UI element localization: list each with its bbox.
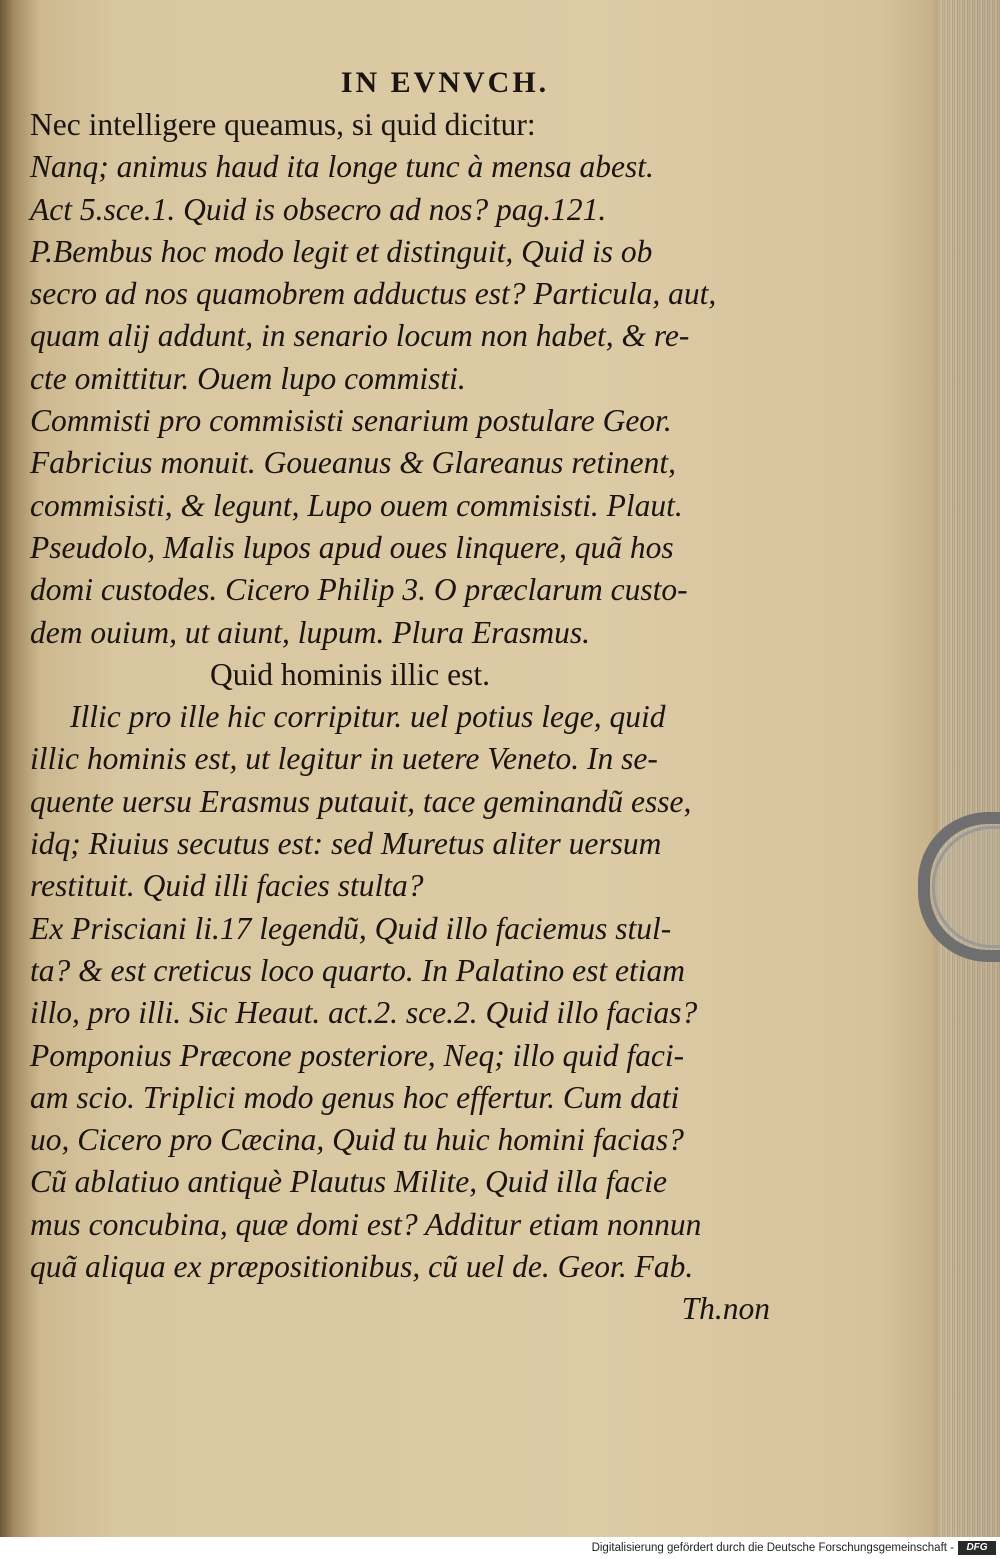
text-block bbox=[30, 66, 770, 1331]
text-line: Fabricius monuit. Goueanus & Glareanus retinent, bbox=[30, 445, 676, 481]
catchword: Th.non bbox=[681, 1291, 770, 1327]
text-line: Nanq; animus haud ita longe tunc à mensa abest. bbox=[30, 149, 654, 185]
text-line: Cũ ablatiuo antiquè Plautus Milite, Quid illa facie bbox=[30, 1164, 667, 1200]
text-line: Illic pro ille hic corripitur. uel potius lege, quid bbox=[70, 699, 666, 735]
text-line: mus concubina, quæ domi est? Additur etiam nonnun bbox=[30, 1206, 702, 1242]
text-line: cte omittitur. Ouem lupo commisti. bbox=[30, 360, 466, 396]
lemma-line: Quid hominis illic est. bbox=[210, 656, 490, 692]
text-line: ta? & est creticus loco quarto. In Palatino est etiam bbox=[30, 952, 685, 988]
text-line: illo, pro illi. Sic Heaut. act.2. sce.2. Quid illo facias? bbox=[30, 995, 698, 1031]
text-line: illic hominis est, ut legitur in uetere Veneto. In se- bbox=[30, 741, 658, 777]
running-head: IN EVNVCH. bbox=[340, 66, 550, 99]
digitization-credit: Digitalisierung gefördert durch die Deutsche Forschungsgemeinschaft - bbox=[591, 1542, 954, 1554]
text-line: secro ad nos quamobrem adductus est? Particula, aut, bbox=[30, 276, 717, 312]
text-line: Commisti pro commisisti senarium postulare Geor. bbox=[30, 403, 672, 439]
text-line: Nec intelligere queamus, si quid dicitur: bbox=[30, 107, 536, 142]
text-line: P.Bembus hoc modo legit et distinguit, Quid is ob bbox=[30, 233, 653, 269]
text-line: uo, Cicero pro Cæcina, Quid tu huic homini facias? bbox=[30, 1122, 684, 1158]
text-line: commisisti, & legunt, Lupo ouem commisisti. Plaut. bbox=[30, 487, 683, 523]
text-line: idq; Riuius secutus est: sed Muretus aliter uersum bbox=[30, 826, 662, 862]
text-line: domi custodes. Cicero Philip 3. O præclarum custo- bbox=[30, 572, 688, 608]
digitization-credit-bar bbox=[0, 1537, 1000, 1559]
text-line: Pseudolo, Malis lupos apud oues linquere, quã hos bbox=[30, 529, 674, 565]
text-line: am scio. Triplici modo genus hoc effertur. Cum dati bbox=[30, 1079, 680, 1115]
text-line: quente uersu Erasmus putauit, tace geminandũ esse, bbox=[30, 783, 692, 819]
dfg-logo: DFG bbox=[958, 1541, 996, 1555]
text-line: dem ouium, ut aiunt, lupum. Plura Erasmus. bbox=[30, 614, 591, 650]
book-page-edges bbox=[938, 0, 1000, 1537]
text-line: quã aliqua ex præpositionibus, cũ uel de. Geor. Fab. bbox=[30, 1249, 694, 1285]
text-line: restituit. Quid illi facies stulta? bbox=[30, 868, 424, 904]
text-line: Ex Prisciani li.17 legendũ, Quid illo faciemus stul- bbox=[30, 910, 672, 946]
text-line: quam alij addunt, in senario locum non habet, & re- bbox=[30, 318, 690, 354]
text-line: Act 5.sce.1. Quid is obsecro ad nos? pag.121. bbox=[30, 191, 607, 227]
text-line: Pomponius Præcone posteriore, Neq; illo quid faci- bbox=[30, 1037, 685, 1073]
